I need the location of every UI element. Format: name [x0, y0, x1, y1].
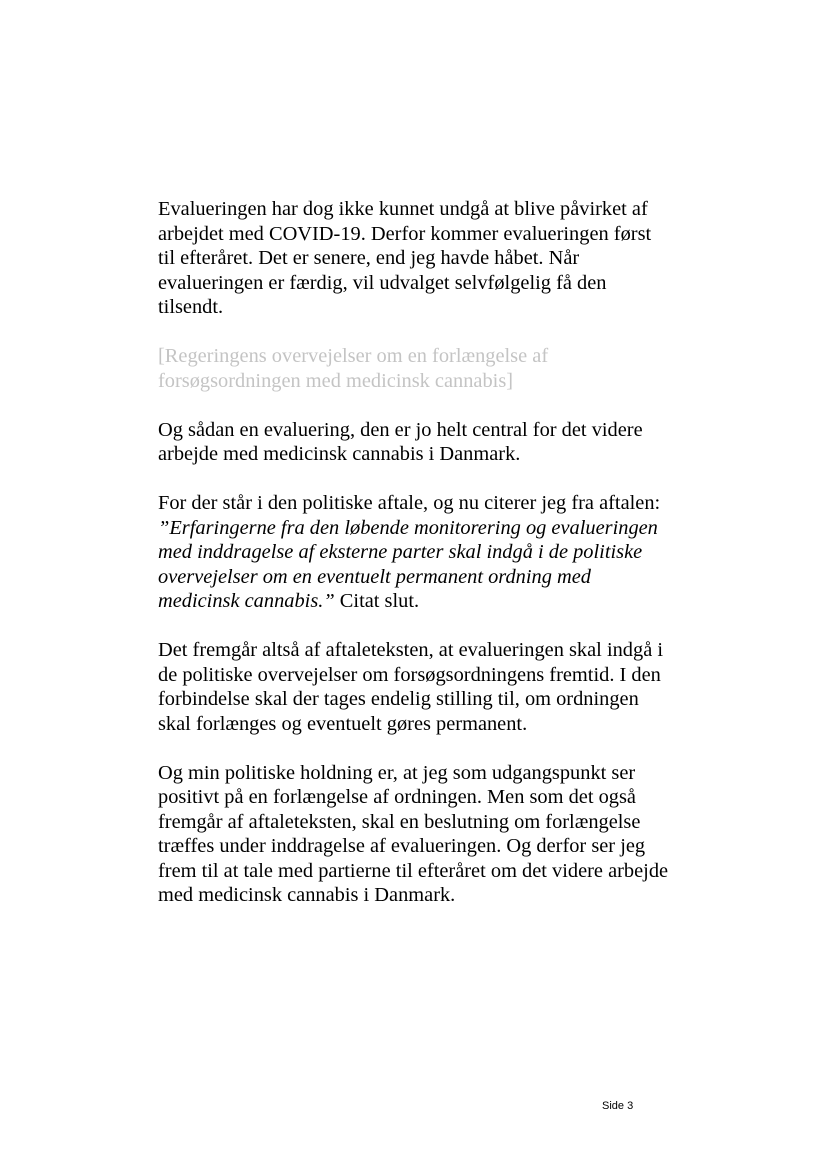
section-note: [Regeringens overvejelser om en forlængelse af forsøgsordningen med medicinsk cannabis]: [158, 345, 549, 392]
paragraph-political-agreement-quote: [158, 491, 670, 614]
paragraph-evaluation-delay: Evalueringen har dog ikke kunnet undgå at blive påvirket af arbejdet med COVID-19. Derfor kommer evalueringen først til efteråret. Det er senere, end jeg havde håbet. Når evalueringen er færdig, vil udvalget selvfølgelig få den tilsendt.: [158, 198, 652, 318]
paragraph-political-stance: Og min politiske holdning er, at jeg som udgangspunkt ser positivt på en forlængelse af ordningen. Men som det også fremgår af aftaleteksten, skal en beslutning om forlængelse træffes under inddragelse af evalueringen. Og derfor ser jeg frem til at tale med partierne til efteråret om det videre arbejde med medicinsk cannabis i Danmark.: [158, 761, 669, 906]
quote-intro: For der står i den politiske aftale, og nu citerer jeg fra aftalen:: [158, 492, 661, 514]
paragraph-agreement-text: Det fremgår altså af aftaleteksten, at evalueringen skal indgå i de politiske overvejelser om forsøgsordningens fremtid. I den forbindelse skal der tages endelig stilling til, om ordningen skal forlænges og eventuelt gøres permanent.: [158, 639, 664, 735]
page-number: Side 3: [602, 1100, 634, 1112]
agreement-quote: ”Erfaringerne fra den løbende monitorering og evalueringen med inddragelse af eksterne parter skal indgå i de politiske overvejelser om en eventuelt permanent ordning med medicinsk cannabis.”: [158, 516, 658, 612]
document-body: [158, 197, 670, 932]
quote-outro: Citat slut.: [334, 590, 420, 612]
paragraph-evaluation-central: Og sådan en evaluering, den er jo helt central for det videre arbejde med medicinsk cannabis i Danmark.: [158, 418, 643, 465]
